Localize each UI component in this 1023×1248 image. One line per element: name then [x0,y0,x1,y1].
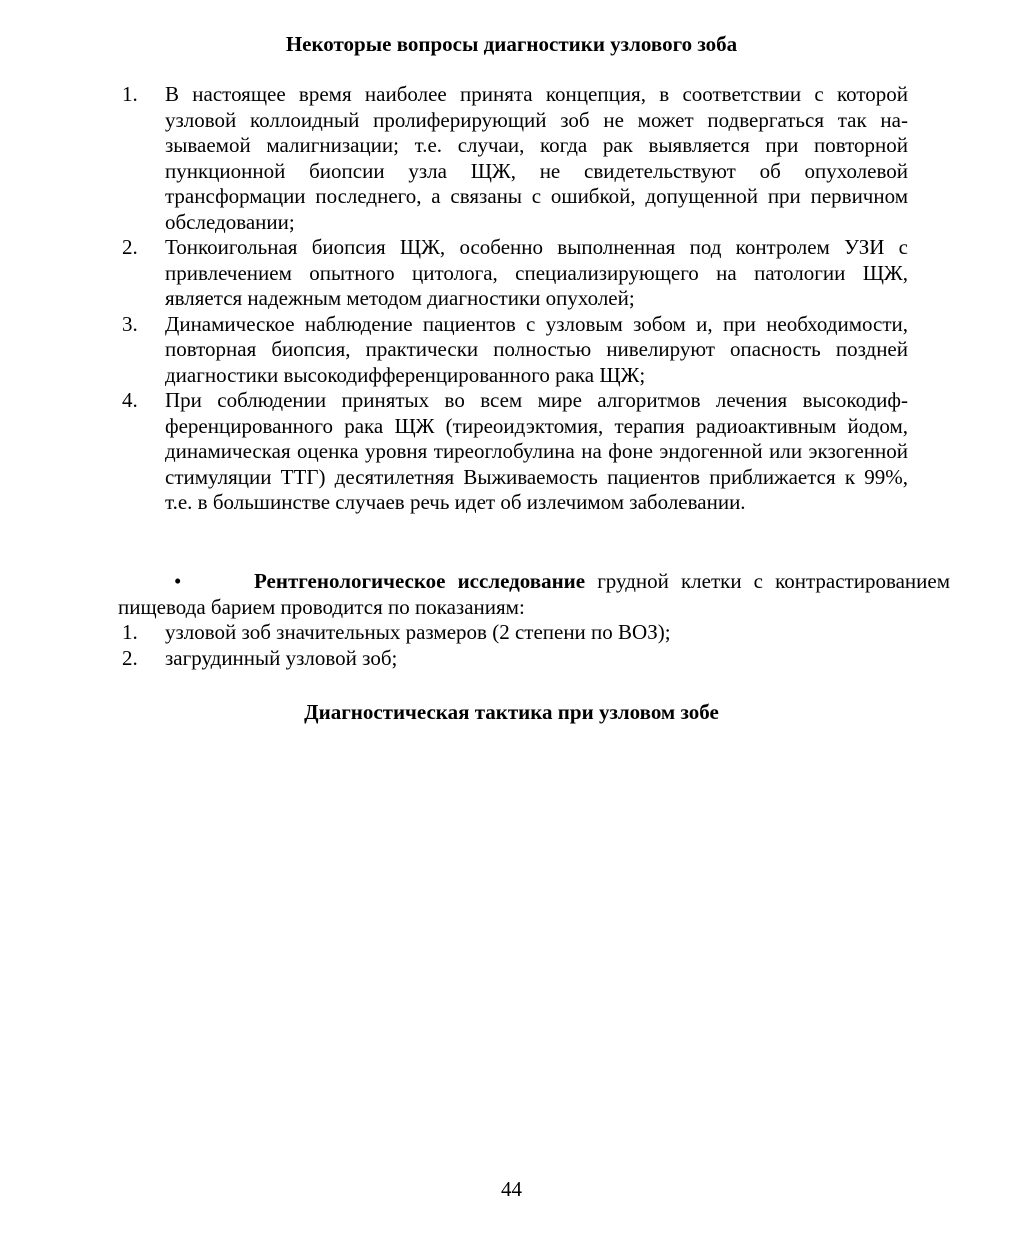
page-number: 44 [501,1177,522,1201]
list-item-text: загрудинный узловой зоб; [165,645,398,670]
list-item-number: 3. [122,311,138,336]
list-item-text: Тонкоигольная биопсия ЩЖ, особенно выполненная под контролем УЗИ с привлечением опытного цитолога, специализирующего на патологии ЩЖ, является надежным методом диагностики опухолей; [165,235,908,310]
bullet-icon: • [174,569,182,593]
indications-list [118,620,908,671]
list-item [118,235,908,312]
list-item [118,82,908,235]
page-title: Некоторые вопросы диагностики узлового зоба [285,32,738,56]
list-item-number: 1. [122,620,138,644]
list-item-text: узловой зоб значительных размеров (2 степени по ВОЗ); [165,620,671,644]
section-title: Диагностическая тактика при узловом зобе [304,700,719,724]
list-item [118,388,908,516]
list-item-number: 4. [122,388,138,412]
list-item-number: 2. [122,235,138,259]
list-item-text: В настоящее время наиболее принята концепция, в соответствии с которой узловой коллоидный пролиферирующий зоб не может подвергаться так называемой малигнизации; т.е. случаи, когда рак выявляется при повторной пункционной биопсии узла ЩЖ, не свидетельствуют об опухолевой трансформации последнего, а связаны с ошибкой, допущенной при первичном обследовании; [165,82,908,234]
list-item-text: При соблюдении принятых во всем мире алгоритмов лечения высокодифференцированного рака ЩЖ (тиреоидэктомия, терапия радиоактивным йодом, динамическая оценка уровня тиреоглобулина на фоне эндогенной или экзогенной стимуляции ТТГ) десятилетняя Выживаемость пациентов приближается к 99%, т.е. в большинстве случаев речь идет об излечимом заболевании. [165,388,908,514]
xray-paragraph [118,569,950,620]
list-item [118,646,908,672]
list-item [118,312,908,389]
xray-text: грудной клетки с контрастированием пищевода барием проводится по показаниям: [118,569,950,619]
list-item-number: 2. [122,645,138,670]
xray-term: Рентгенологическое исследование [254,569,586,593]
list-item-number: 1. [122,82,138,106]
list-item [118,620,908,646]
list-item-text: Динамическое наблюдение пациентов с узловым зобом и, при необходимости, повторная биопсия, практически полностью нивелируют опасность поздней диагностики высокодифференцированного рака ЩЖ; [165,311,908,387]
considerations-list [118,82,908,516]
